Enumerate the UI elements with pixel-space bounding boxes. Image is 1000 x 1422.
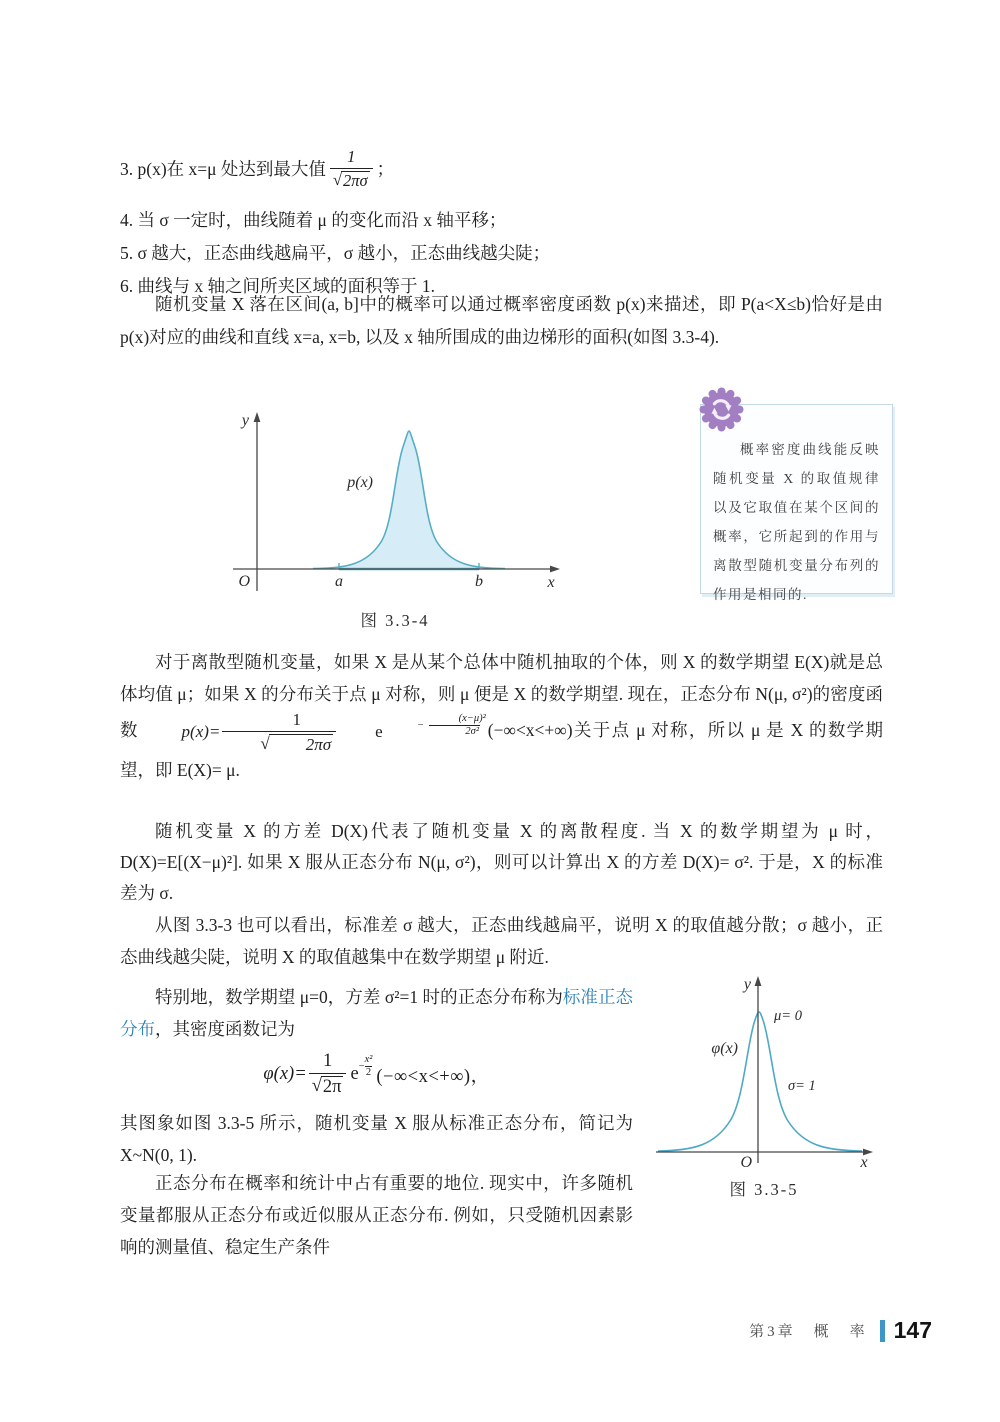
keyword-standard-normal: 标准正态分布 [120,987,633,1039]
x-axis-arrow-icon [550,566,560,573]
e-base: e [350,1064,359,1085]
p6-intro [120,981,633,1045]
list-item-4: 4. 当 σ 一定时，曲线随着 μ 的变化而沿 x 轴平移； [120,210,507,230]
exponent-denominator: 2 [365,1066,372,1078]
x-axis-label: x [860,1154,868,1169]
p6-text-2: ，其密度函数记为 [155,1019,295,1039]
formula-lhs: φ(x)= [263,1064,307,1085]
paragraph-probability-area: 随机变量 X 落在区间(a, b]中的概率可以通过概率密度函数 p(x)来描述，即 P(a<X≤b)恰好是由 p(x)对应的曲线和直线 x=a, x=b, 以及 x 轴所围成的曲边梯形的面积(如图 3.3-4). [120,294,883,347]
formula-lhs: p(x)= [181,722,221,742]
list-item-3-punct: ； [376,158,395,179]
sqrt-sign: √ [260,733,270,753]
fraction-denominator: 2πσ [342,170,368,190]
y-axis-label: y [241,412,249,429]
sqrt-sign: √ [311,1076,322,1097]
sqrt-sign: √ [332,169,342,189]
paragraph-expectation [120,646,883,786]
list-item-6: 6. 曲线与 x 轴之间所夹区域的面积等于 1. [120,276,435,296]
paragraph-standard-normal [120,981,633,1171]
sigma-annotation: σ= 1 [788,1078,816,1094]
fraction-denominator: 2π [322,1077,342,1098]
mu-annotation: μ= 0 [774,1008,802,1024]
exponent-numerator: x² [364,1054,373,1065]
list-item-5: 5. σ 越大，正态曲线越扁平，σ 越小，正态曲线越尖陡； [120,243,551,263]
x-axis-label: x [547,574,555,591]
chapter-title: 第3章 概 率 [749,1324,868,1340]
curve-label: φ(x) [711,1040,738,1057]
exponent-minus: − [358,1060,365,1072]
density-function-formula [147,710,486,754]
page-footer [0,1317,932,1344]
p6-text-1: 特别地，数学期望 μ=0，方差 σ²=1 时的正态分布称为 [155,987,563,1007]
p6-outro: 其图象如图 3.3-5 所示，随机变量 X 服从标准正态分布，简记为 X~N(0, 1). [120,1112,633,1165]
footer-divider-bar [880,1320,885,1342]
paragraph-variance: 随机变量 X 的方差 D(X)代表了随机变量 X 的离散程度. 当 X 的数学期望为 μ 时，D(X)=E[(X−μ)²]. 如果 X 服从正态分布 N(μ, σ²)，则可以计算出 X 的方差 D(X)= σ². 于是，X 的标准差为 σ. [120,821,883,903]
origin-label: O [238,573,250,590]
b-label: b [475,573,483,590]
margin-note-text: 概率密度曲线能反映随机变量 X 的取值规律以及它取值在某个区间的概率，它所起到的作用与离散型随机变量分布列的作用是相同的. [713,442,880,602]
exponent-minus: − [417,719,424,731]
paragraph-importance: 正态分布在概率和统计中占有重要的地位. 现实中，许多随机变量都服从正态分布或近似服从正态分布. 例如，只受随机因素影响的测量值、稳定生产条件 [120,1173,633,1257]
p3-text-2: (−∞<x<+∞)关于点 μ 对称，所以 μ 是 X 的数学期望，即 E(X)= μ. [120,720,883,781]
figure-3-3-5-plot [650,973,878,1169]
y-axis-arrow-icon [254,412,261,422]
standard-normal-curve [658,1012,862,1151]
max-value-fraction [328,148,375,191]
p3-text-1: 对于离散型随机变量，如果 X 是从某个总体中随机抽取的个体，则 X 的数学期望 E(X)就是总体均值 μ；如果 X 的分布关于点 μ 对称，则 μ 便是 X 的数学期望. 现在，正态分布 N(μ, σ²)的密度函数 [120,652,883,741]
phi-display-formula [120,1051,633,1099]
list-item-3-text: 3. p(x)在 x=μ 处达到最大值 [120,158,326,179]
sync-badge-icon [698,386,745,433]
fraction-numerator: 1 [322,1051,333,1071]
exponent-numerator: (x−μ)² [458,713,486,724]
e-base: e [375,722,383,742]
figure-3-3-4-caption: 图 3.3-4 [360,611,430,630]
a-label: a [335,573,343,590]
page-number: 147 [893,1317,932,1343]
figure-3-3-4-plot [225,407,565,597]
fraction-denominator: 2πσ [269,734,333,755]
origin-label: O [740,1154,752,1169]
curve-label: p(x) [347,474,373,491]
exponent-denominator: 2σ² [429,725,480,738]
formula-range: (−∞<x<+∞)， [376,1066,490,1087]
fraction-numerator: 1 [347,146,356,166]
y-axis-label: y [743,976,751,993]
y-axis-arrow-icon [755,976,762,986]
figure-3-3-5-caption: 图 3.3-5 [729,1180,799,1199]
list-item-3 [120,140,885,198]
shaded-area [313,431,505,569]
fraction-numerator: 1 [292,710,301,729]
paragraph-sigma-effect: 从图 3.3-3 也可以看出，标准差 σ 越大，正态曲线越扁平，说明 X 的取值越分散；σ 越小，正态曲线越尖陡，说明 X 的取值越集中在数学期望 μ 附近. [120,915,883,967]
